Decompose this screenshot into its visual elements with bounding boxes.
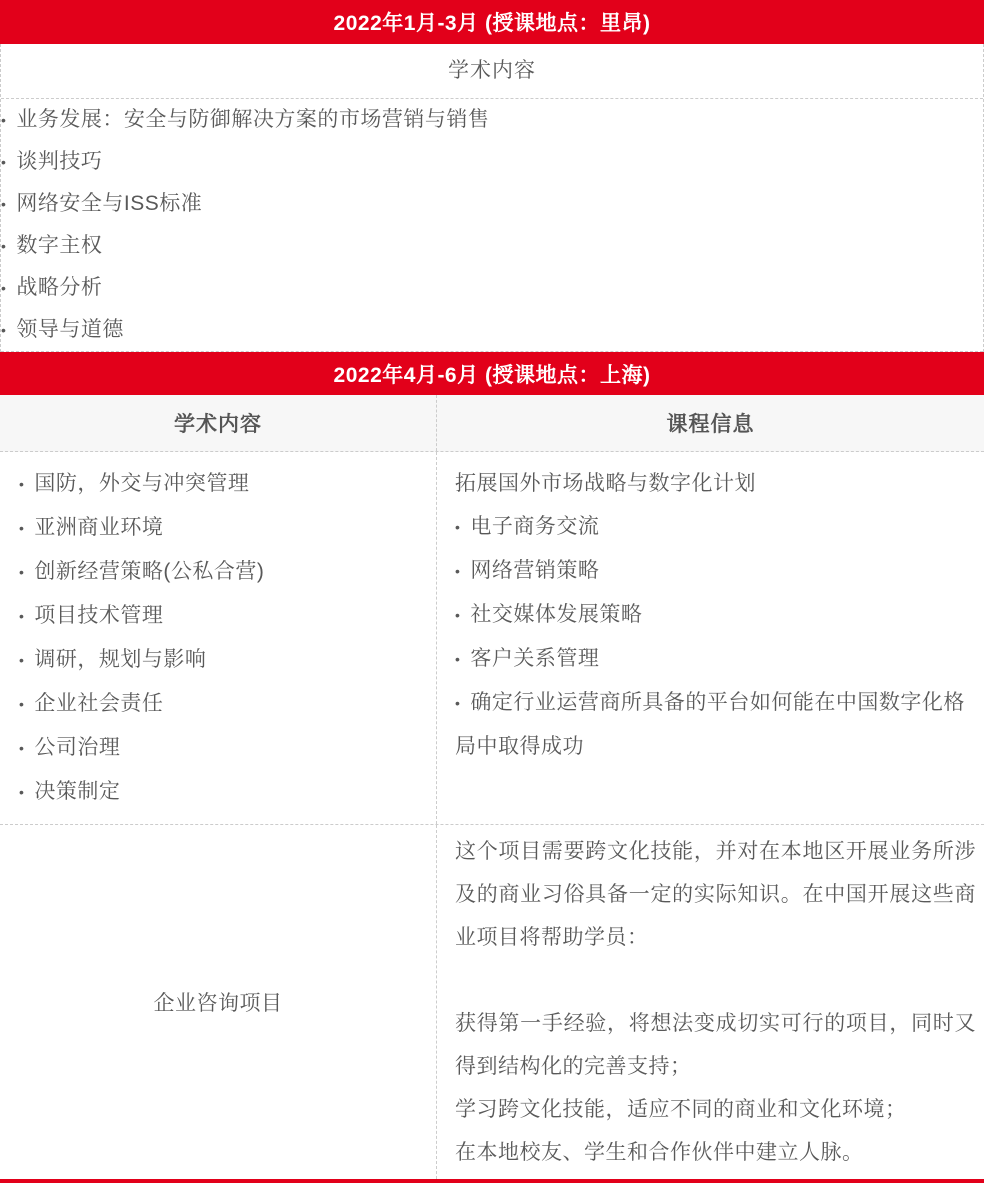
- list-item-text: 业务发展：安全与防御解决方案的市场营销与销售: [16, 108, 490, 131]
- term1-title: 2022年1月-3月 (授课地点：里昂): [333, 12, 651, 35]
- list-item-text: 领导与道德: [16, 318, 124, 341]
- paragraph: 学习跨文化技能，适应不同的商业和文化环境；: [455, 1098, 907, 1121]
- term2-col1-header: 学术内容: [0, 395, 437, 451]
- bullet-icon: •: [455, 651, 461, 667]
- term2-academic-cell: [0, 452, 437, 824]
- list-item: [1, 267, 983, 309]
- term1-header-bar: [0, 0, 984, 44]
- term2-column-header-row: [0, 395, 984, 452]
- bullet-icon: •: [1, 238, 7, 254]
- bullet-icon: •: [455, 519, 461, 535]
- term2-row-courses: [0, 452, 984, 825]
- term2-row-consulting: [0, 825, 984, 1179]
- consulting-project-label: 企业咨询项目: [153, 992, 283, 1015]
- list-item: [1, 99, 983, 141]
- list-item: [455, 505, 976, 549]
- list-item-text: 电子商务交流: [470, 515, 600, 538]
- list-item-text: 决策制定: [34, 780, 121, 803]
- list-item: [1, 183, 983, 225]
- term1-table-body: [0, 44, 984, 352]
- list-item: [19, 770, 426, 814]
- list-item: [455, 593, 976, 637]
- list-item: [1, 309, 983, 351]
- bullet-icon: •: [19, 784, 25, 800]
- list-item-text: 谈判技巧: [16, 150, 103, 173]
- bullet-icon: •: [455, 607, 461, 623]
- paragraph: 获得第一手经验，将想法变成切实可行的项目，同时又得到结构化的完善支持；: [455, 1012, 976, 1078]
- list-item: [455, 549, 976, 593]
- term1-column-header: 学术内容: [1, 44, 983, 99]
- term2-course-info-cell: [437, 452, 984, 824]
- bullet-icon: •: [1, 154, 7, 170]
- bullet-icon: •: [1, 322, 7, 338]
- term2-header-bar: [0, 352, 984, 395]
- consulting-project-description: [437, 825, 984, 1179]
- course-info-list: [455, 505, 976, 768]
- list-item-text: 公司治理: [34, 736, 121, 759]
- term1-section: [0, 0, 984, 352]
- list-item: [455, 681, 976, 768]
- list-item: [19, 462, 426, 506]
- list-item: [19, 506, 426, 550]
- list-item-text: 数字主权: [16, 234, 103, 257]
- bullet-icon: •: [19, 740, 25, 756]
- bullet-icon: •: [19, 564, 25, 580]
- paragraph-spacer: [455, 959, 976, 1002]
- list-item: [19, 550, 426, 594]
- bullet-icon: •: [19, 652, 25, 668]
- course-info-intro: 拓展国外市场战略与数字化计划: [455, 472, 756, 495]
- paragraph: 在本地校友、学生和合作伙伴中建立人脉。: [455, 1141, 864, 1164]
- list-item-text: 国防，外交与冲突管理: [34, 472, 250, 495]
- list-item-text: 调研，规划与影响: [34, 648, 207, 671]
- list-item-text: 项目技术管理: [34, 604, 164, 627]
- list-item: [455, 637, 976, 681]
- list-item: [19, 726, 426, 770]
- bullet-icon: •: [1, 112, 7, 128]
- list-item-text: 战略分析: [16, 276, 103, 299]
- paragraph: 这个项目需要跨文化技能，并对在本地区开展业务所涉及的商业习俗具备一定的实际知识。在中国开展这些商业项目将帮助学员：: [455, 840, 976, 949]
- list-item-text: 社交媒体发展策略: [470, 603, 643, 626]
- bullet-icon: •: [19, 608, 25, 624]
- term2-title: 2022年4月-6月 (授课地点：上海): [333, 363, 651, 387]
- list-item-text: 亚洲商业环境: [34, 516, 164, 539]
- term2-course-list: [19, 462, 426, 814]
- bullet-icon: •: [1, 280, 7, 296]
- bullet-icon: •: [455, 563, 461, 579]
- list-item: [19, 594, 426, 638]
- list-item-text: 网络营销策略: [470, 559, 600, 582]
- list-item-text: 网络安全与ISS标准: [16, 192, 203, 215]
- list-item-text: 客户关系管理: [470, 647, 600, 670]
- bullet-icon: •: [455, 695, 461, 711]
- list-item: [19, 682, 426, 726]
- bullet-icon: •: [19, 520, 25, 536]
- list-item-text: 创新经营策略(公私合营): [34, 560, 265, 583]
- bullet-icon: •: [19, 696, 25, 712]
- term2-col2-header: 课程信息: [666, 413, 755, 436]
- term1-course-list: [1, 99, 983, 352]
- term2-section: [0, 352, 984, 1183]
- list-item: [1, 225, 983, 267]
- list-item-text: 确定行业运营商所具备的平台如何能在中国数字化格局中取得成功: [455, 691, 965, 758]
- consulting-project-cell: [0, 825, 437, 1179]
- bullet-icon: •: [19, 476, 25, 492]
- list-item-text: 企业社会责任: [34, 692, 164, 715]
- bullet-icon: •: [1, 196, 7, 212]
- list-item: [19, 638, 426, 682]
- list-item: [1, 141, 983, 183]
